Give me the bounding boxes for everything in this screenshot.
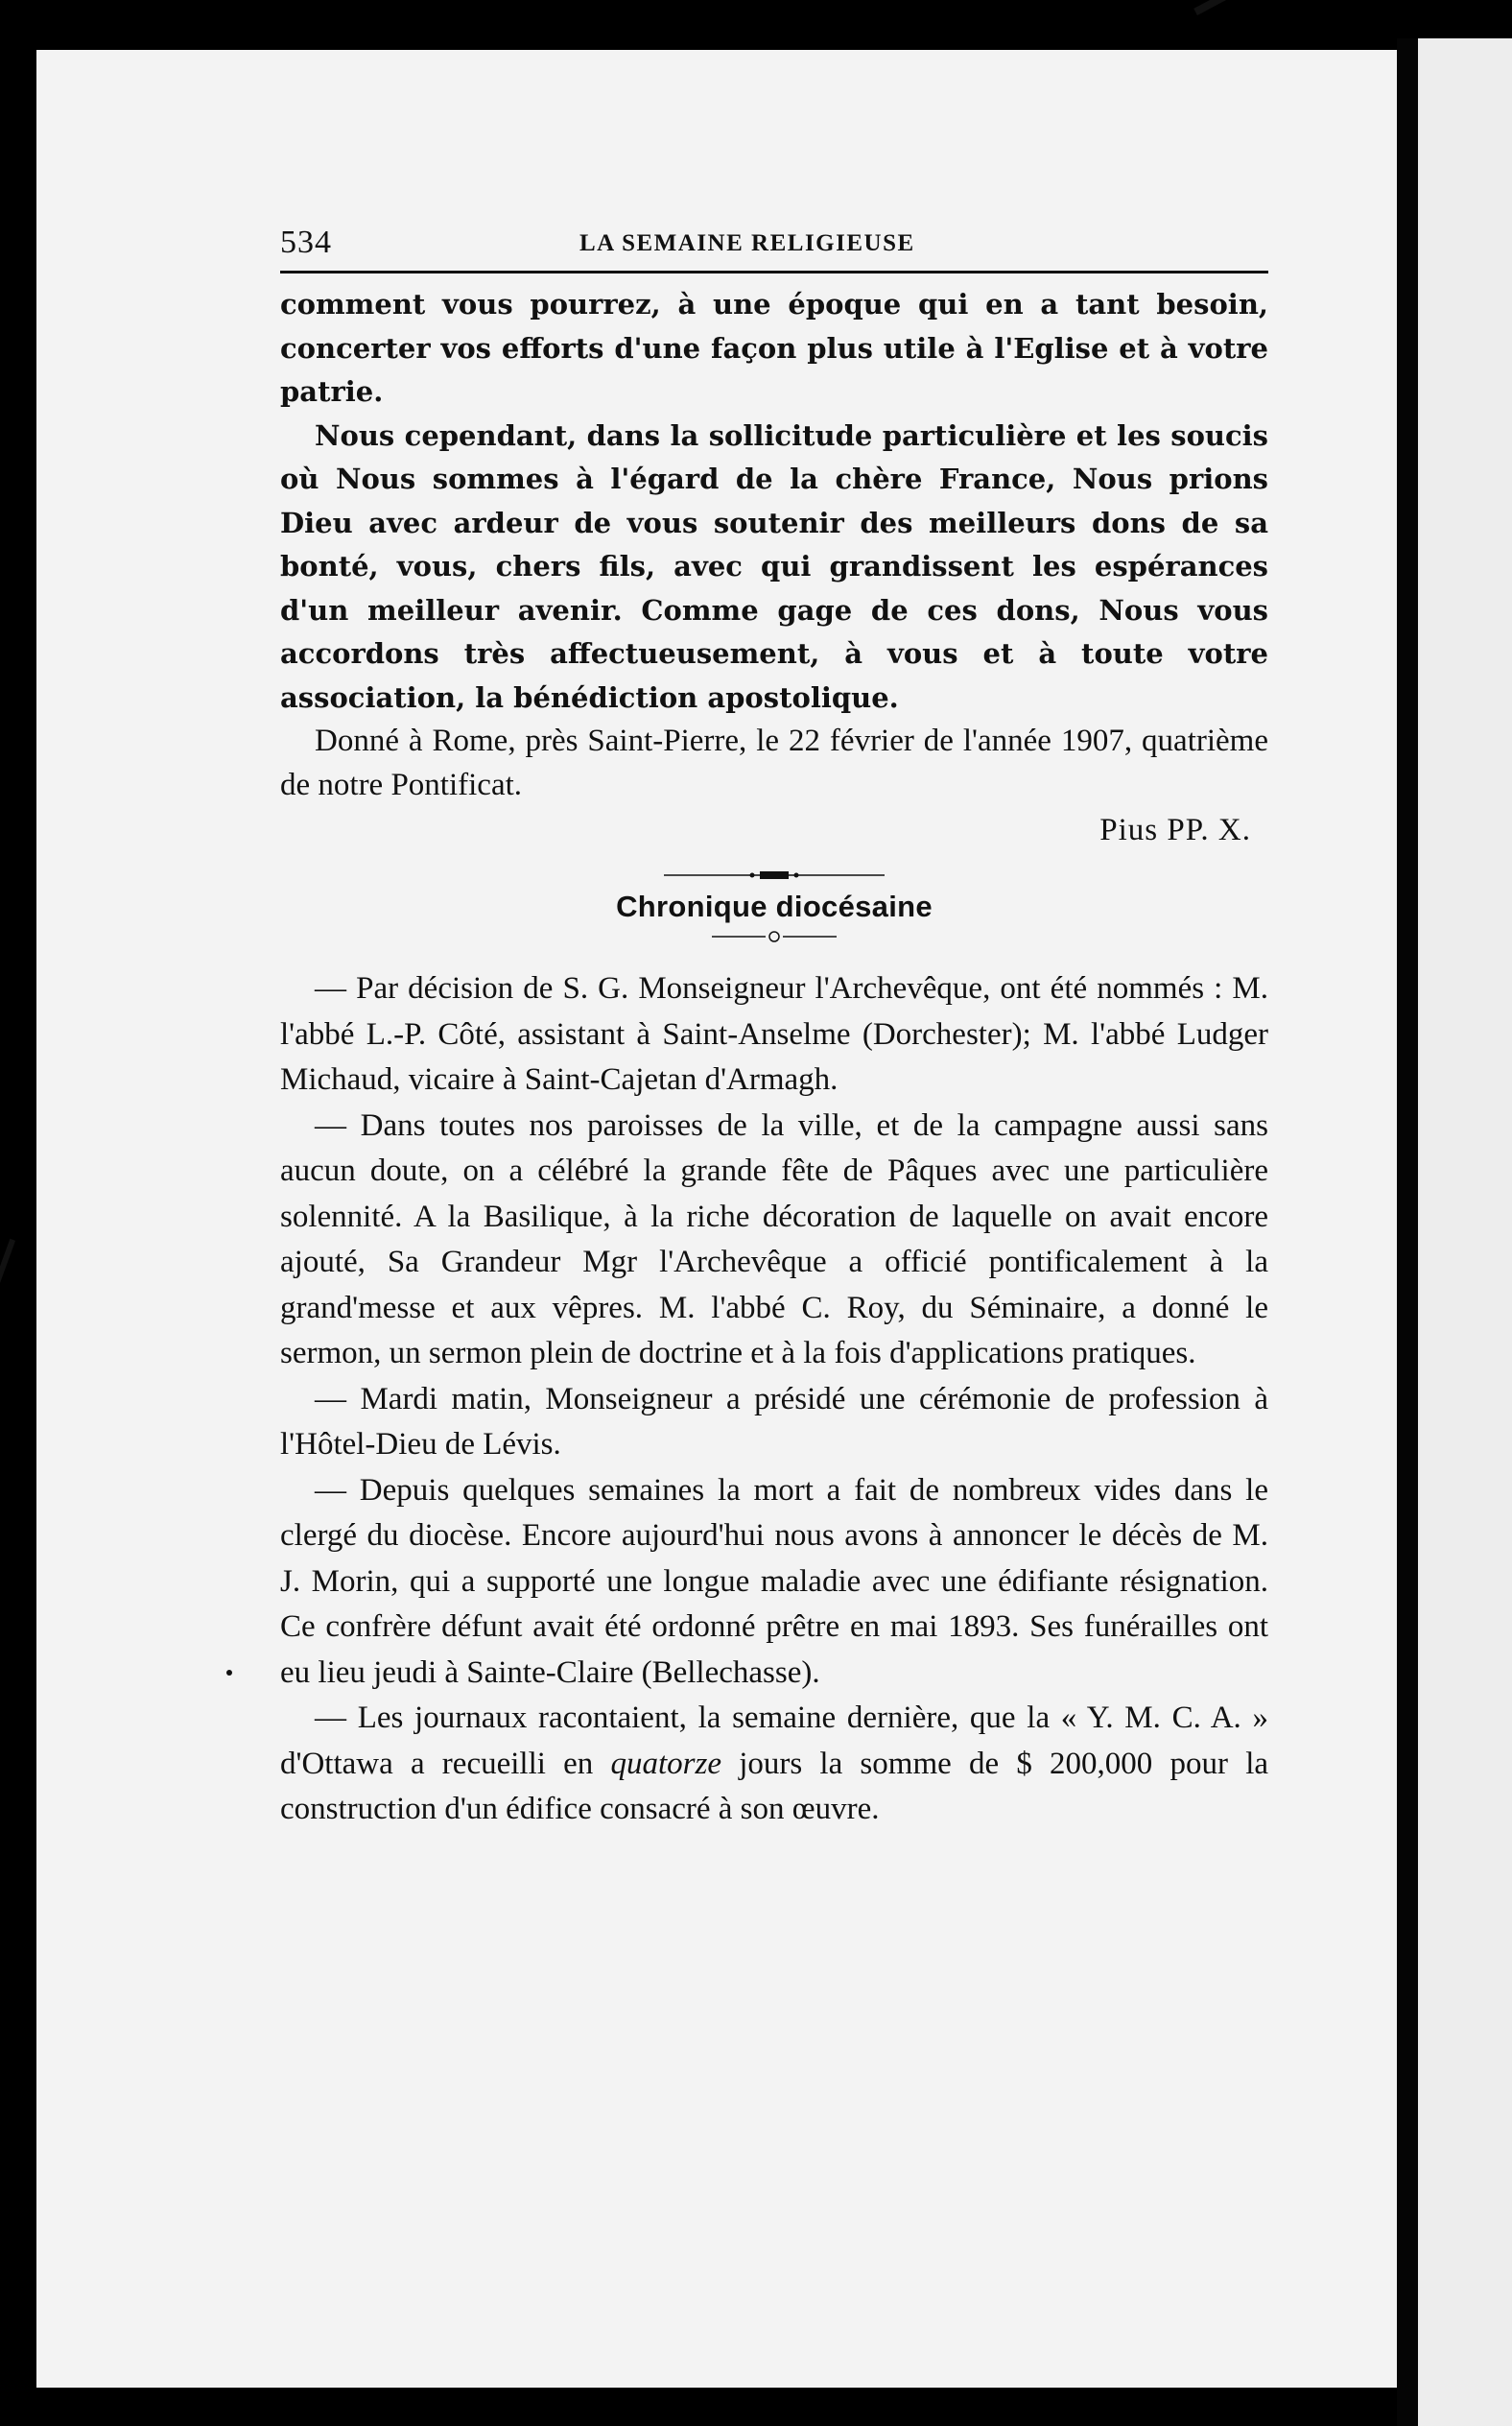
facing-page-edge [1418, 38, 1512, 2426]
signature: Pius PP. X. [1099, 813, 1251, 847]
scan-speck [1193, 0, 1228, 15]
small-divider [712, 930, 837, 943]
letter-paragraph: comment vous pourrez, à une époque qui en a tant besoin, concerter vos efforts d'une façon plus utile à l'Eglise et à votre patrie. [280, 288, 1268, 408]
chronicle-item: — Mardi matin, Monseigneur a présidé une cérémonie de profession à l'Hôtel-Dieu de Lévis. [280, 1381, 1268, 1462]
letter-paragraph: Nous cependant, dans la sollicitude particulière et les soucis où Nous sommes à l'égard de la chère France, Nous prions Dieu avec ardeur de vous soutenir des meilleurs dons de sa bonté, vous, chers fils, avec qui grandissent les espérances d'un meilleur avenir. Comme gage de ces dons, Nous vous accordons très affectueusement, à vous et à toute votre association, la bénédiction apostolique. [280, 418, 1268, 714]
chronicle-item: — Par décision de S. G. Monseigneur l'Archevêque, ont été nommés : M. l'abbé L.-P. Côté, assistant à Saint-Anselme (Dorchester); M. l'abbé Ludger Michaud, vicaire à Saint-Cajetan d'Armagh. [280, 971, 1268, 1097]
chronicle-body [280, 966, 1268, 1833]
header-rule [280, 271, 1268, 274]
chronicle-item: — Depuis quelques semaines la mort a fait de nombreux vides dans le clergé du diocèse. Encore aujourd'hui nous avons à annoncer le décès de M. J. Morin, qui a supporté une longue maladie avec une édifiante résignation. Ce confrère défunt avait été ordonné prêtre en mai 1893. Ses funérailles ont eu lieu jeudi à Sainte-Claire (Bellechasse). [280, 1472, 1268, 1690]
chronicle-item-last [280, 1696, 1268, 1833]
binding-gutter [1397, 38, 1418, 2426]
chronicle-text: jours la somme de $ 200,000 pour la construction d'un édifice consacré à son œuvre. [280, 1746, 1269, 1826]
journal-title: LA SEMAINE RELIGIEUSE [579, 230, 915, 256]
chronicle-text: — Les journaux racontaient, la semaine dernière, que la « Y. M. C. A. » d'Ottawa a recueilli en [280, 1701, 1268, 1781]
chronicle-item: — Dans toutes nos paroisses de la ville, et de la campagne aussi sans aucun doute, on a célébré la grande fête de Pâques avec une particulière solennité. A la Basilique, à la riche décoration de laquelle on avait encore ajouté, Sa Grandeur Mgr l'Archevêque a officié pontificalement à la grand'messe et aux vêpres. M. l'abbé C. Roy, du Séminaire, a donné le sermon, un sermon plein de doctrine et à la fois d'applications pratiques. [280, 1107, 1268, 1370]
ornament-divider [664, 868, 885, 882]
scan-speck [0, 1239, 15, 1295]
letter-paragraph: Donné à Rome, près Saint-Pierre, le 22 février de l'année 1907, quatrième de notre Pontificat. [280, 724, 1268, 802]
section-title: Chronique diocésaine [616, 890, 933, 923]
scan-speck [226, 1670, 232, 1676]
page-content [280, 221, 1268, 1833]
running-head [280, 221, 1268, 265]
letter-body [280, 283, 1268, 807]
chronicle-italic: quatorze [610, 1746, 721, 1781]
page-number: 534 [280, 225, 332, 260]
